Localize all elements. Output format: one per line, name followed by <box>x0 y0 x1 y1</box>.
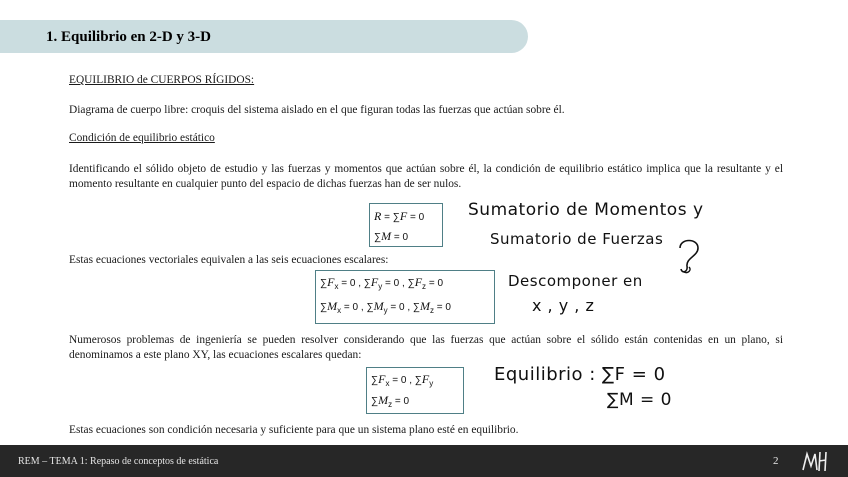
handwritten-note-xyz: x , y , z <box>532 296 595 315</box>
moment-equation: ∑M = 0 <box>374 229 409 243</box>
plane-equations-box <box>366 367 464 414</box>
handwritten-note-sum-moments: Sumatorio de Momentos y <box>468 200 704 220</box>
slide-title: 1. Equilibrio en 2-D y 3-D <box>46 29 212 45</box>
force-component-equations: $\sum F_x = 0$ , $\sum F_y = 0$ , $\sum F_z = 0$ <box>320 275 444 291</box>
dcl-definition: Diagrama de cuerpo libre: croquis del sistema aislado en el que figuran todas las fuerzas que actúan sobre él. <box>69 104 565 116</box>
section-heading: EQUILIBRIO de CUERPOS RÍGIDOS: <box>69 74 255 86</box>
equilibrium-definition: Identificando el sólido objeto de estudio y las fuerzas y momentos que actúan sobre él, la condición de equilibrio estático implica que la resultante y el momento resultante en cualquier punto del espacio de dichas fuerzas han de ser nulos. <box>69 163 783 190</box>
subheading-equilibrium: Condición de equilibrio estático <box>69 132 215 144</box>
handwritten-question-mark <box>674 236 704 278</box>
handwritten-note-equilibrium: Equilibrio : ∑F = 0 <box>494 364 666 385</box>
logo-icon <box>801 448 829 474</box>
page-number: 2 <box>773 455 779 467</box>
handwritten-note-sum-forces: Sumatorio de Fuerzas <box>490 230 664 248</box>
conclusion-text: Estas ecuaciones son condición necesaria y suficiente para que un sistema plano esté en equilibrio. <box>69 424 519 436</box>
resultant-equation: R = ∑F = 0 <box>374 209 425 223</box>
vector-equations-box <box>369 203 443 247</box>
plane-force-equations: $\sum F_x = 0$ , $\sum F_y$ <box>371 372 434 388</box>
moment-component-equations: $\sum M_x = 0$ , $\sum M_y = 0$ , $\sum M_z = 0$ <box>320 299 451 315</box>
handwritten-note-sum-m: ∑M = 0 <box>607 390 672 410</box>
plane-moment-equation: $\sum M_z = 0$ <box>371 393 410 409</box>
footer-label: REM – TEMA 1: Repaso de conceptos de estática <box>18 456 219 467</box>
handwritten-note-decompose: Descomponer en <box>508 272 643 290</box>
scalar-intro: Estas ecuaciones vectoriales equivalen a las seis ecuaciones escalares: <box>69 254 389 266</box>
plane-intro: Numerosos problemas de ingeniería se pueden resolver considerando que las fuerzas que actúan sobre el sólido están contenidas en un plano, si denominamos a este plano XY, las ecuaciones escalares quedan: <box>69 334 783 361</box>
scalar-equations-box <box>315 270 495 324</box>
